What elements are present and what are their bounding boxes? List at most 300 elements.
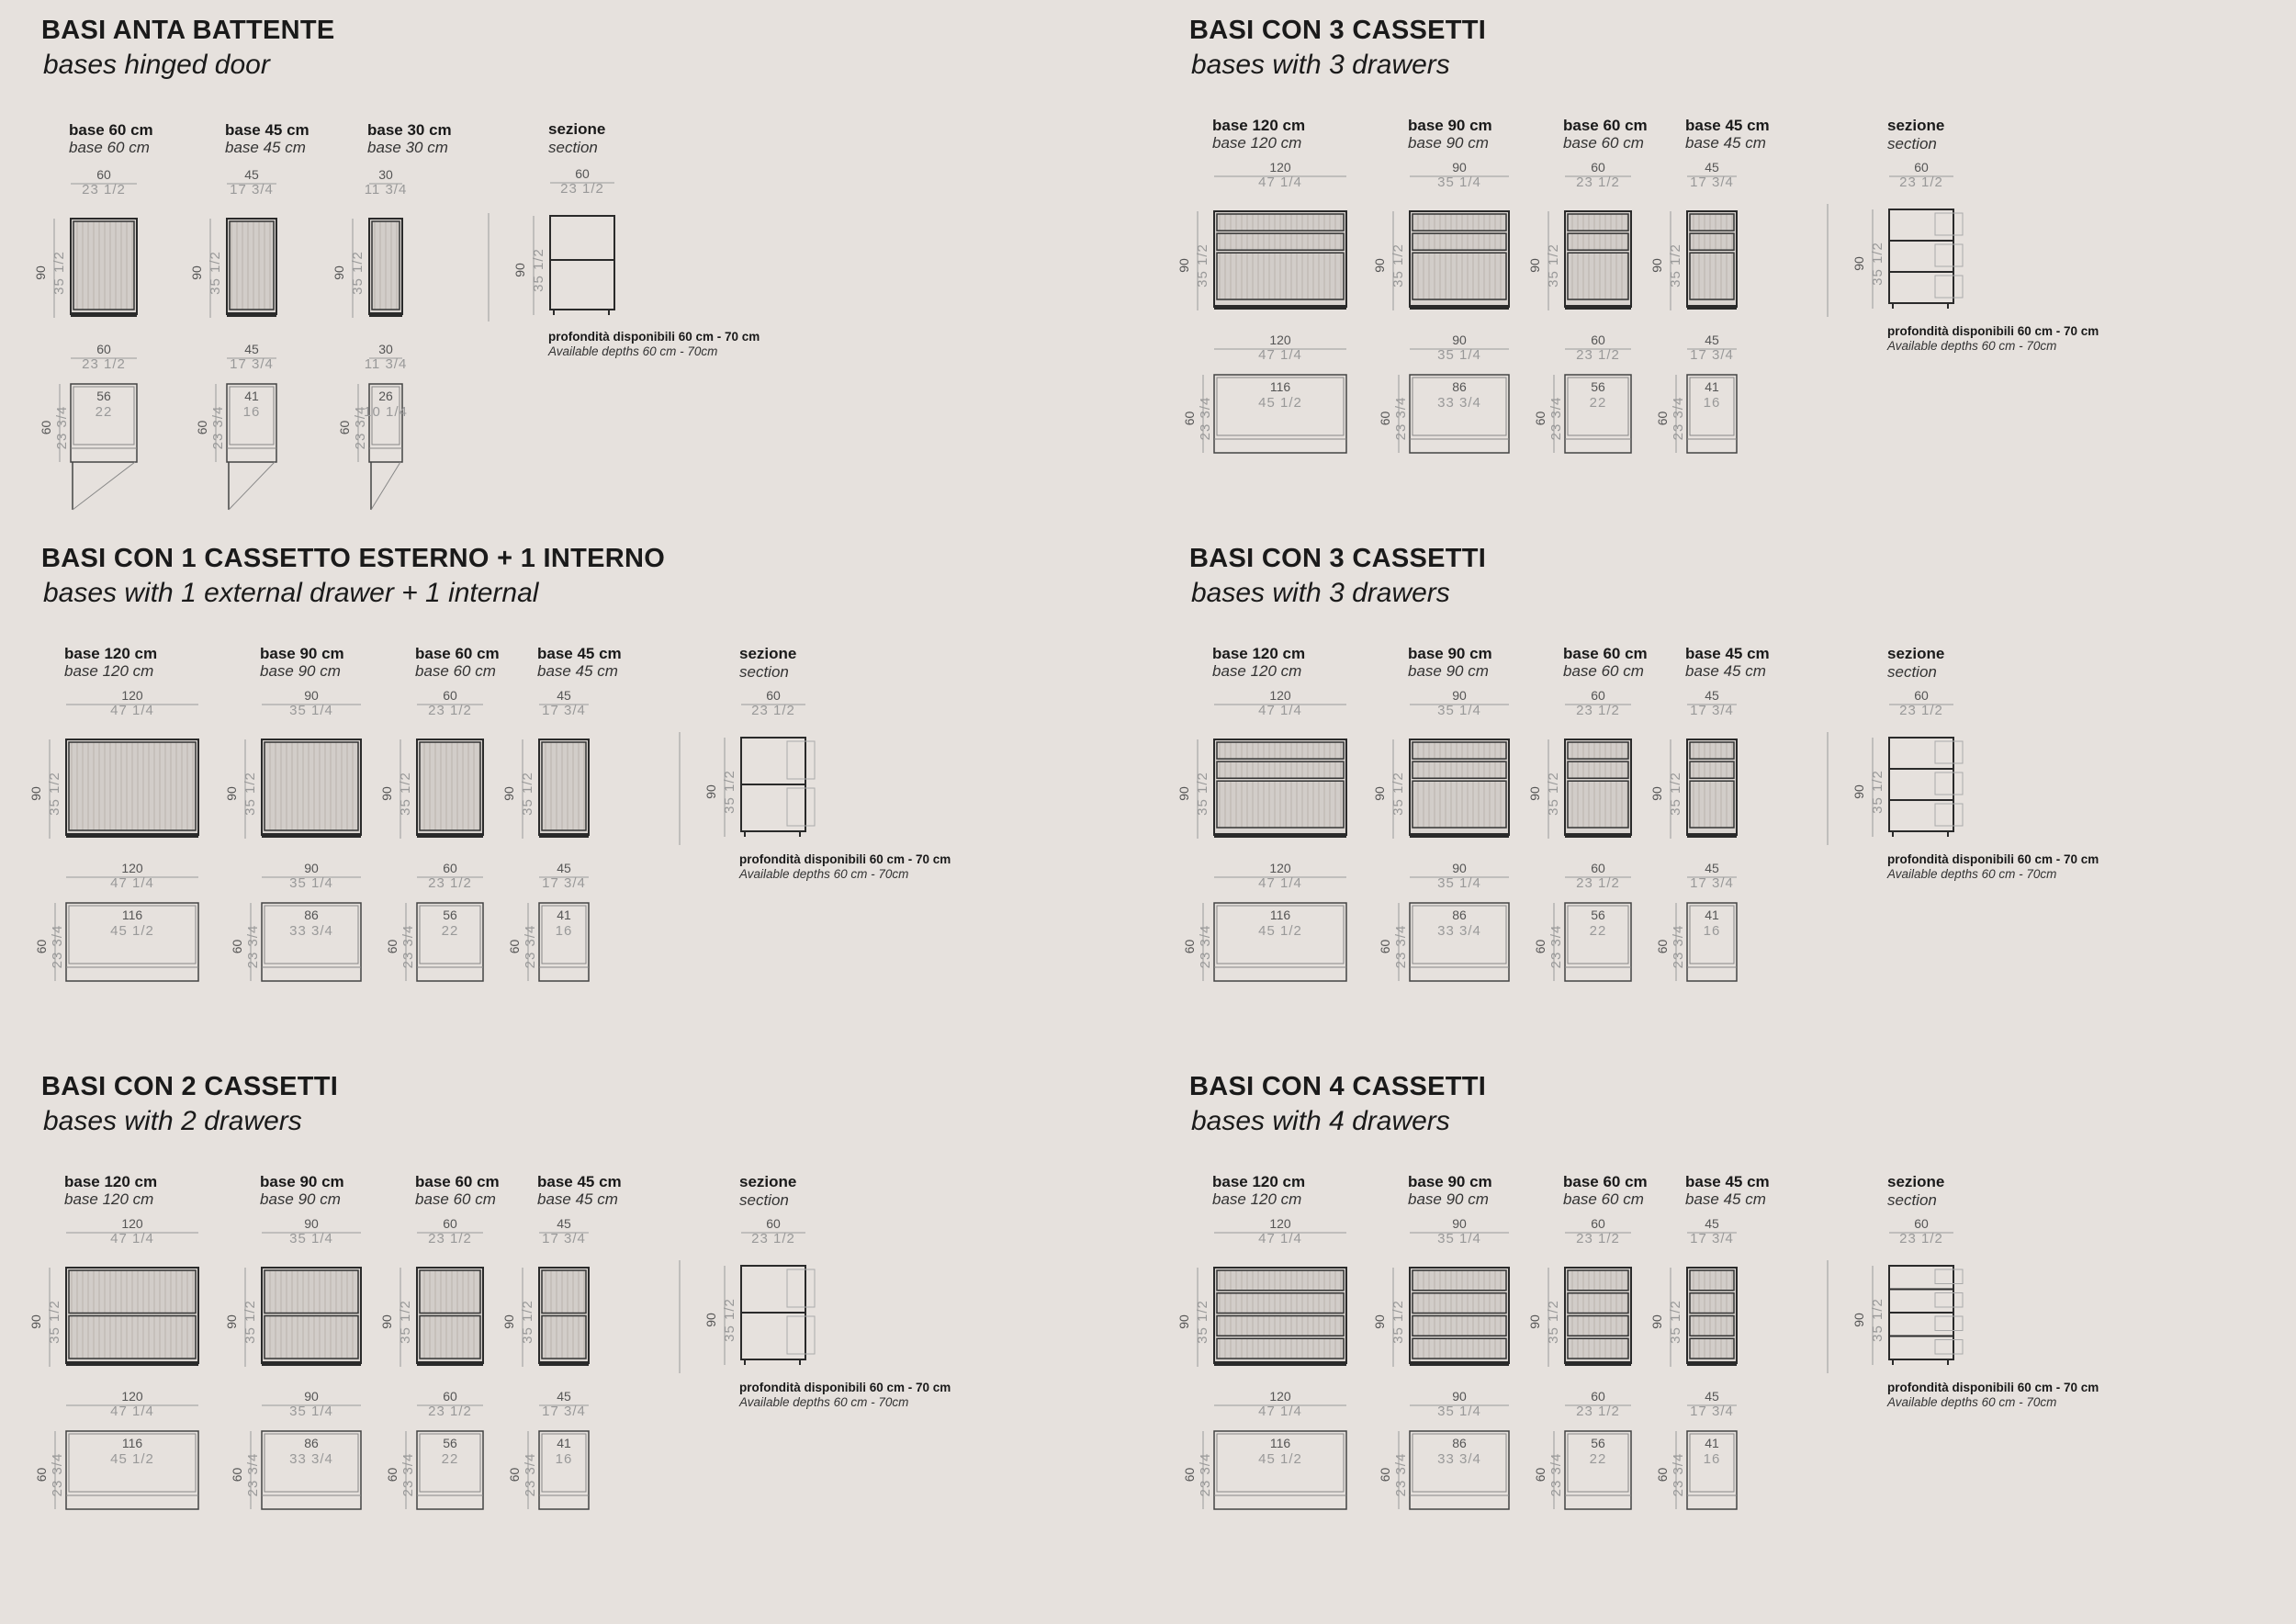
plan-width-cm: 120 <box>1269 1389 1291 1404</box>
depth-cm: 60 <box>1655 1467 1670 1483</box>
inner-in: 16 <box>1703 923 1721 939</box>
height-in: 35 1/2 <box>1546 1300 1561 1344</box>
unit-label-en: base 60 cm <box>1563 662 1644 680</box>
section-drawer-box <box>787 741 815 779</box>
plan-width-cm: 60 <box>443 1389 457 1404</box>
section-drawer-box <box>1935 1269 1963 1284</box>
door-swing-arc <box>371 462 400 510</box>
unit-base-60-cm <box>379 645 500 981</box>
depth-note: profondità disponibili 60 cm - 70 cm <box>548 330 760 344</box>
width-cm: 120 <box>121 1216 143 1231</box>
height-in: 35 1/2 <box>47 1300 62 1344</box>
depth-note: profondità disponibili 60 cm - 70 cm <box>1887 1381 2099 1394</box>
section-title: BASI CON 3 CASSETTI <box>1189 16 1487 45</box>
drawer-front <box>1412 1338 1506 1359</box>
drawer-front <box>1690 233 1734 250</box>
section-subtitle: bases with 3 drawers <box>1191 50 1450 80</box>
height-cm: 90 <box>33 265 48 280</box>
inner-in: 33 3/4 <box>289 923 333 939</box>
height-in: 35 1/2 <box>47 772 62 816</box>
width-in: 35 1/4 <box>289 703 333 718</box>
depth-in: 23 3/4 <box>245 924 261 969</box>
depth-note: profondità disponibili 60 cm - 70 cm <box>1887 852 2099 866</box>
depth-in: 23 3/4 <box>1671 396 1686 441</box>
depth-note: profondità disponibili 60 cm - 70 cm <box>739 1381 951 1394</box>
width-cm: 60 <box>1591 1216 1605 1231</box>
plan-width-cm: 120 <box>121 1389 143 1404</box>
section-outline <box>1889 209 1953 303</box>
plan-width-cm: 60 <box>443 861 457 875</box>
height-cm: 90 <box>1527 258 1542 273</box>
unit-label-en: base 60 cm <box>1563 1190 1644 1208</box>
plan-width-in: 35 1/4 <box>289 1404 333 1419</box>
depth-cm: 60 <box>1655 411 1670 426</box>
depth-in: 23 3/4 <box>523 924 538 969</box>
inner-cm: 56 <box>96 389 111 403</box>
depth-cm: 60 <box>230 1467 244 1483</box>
cabinet-plinth <box>369 312 402 317</box>
width-in: 23 1/2 <box>428 703 472 718</box>
section-drawer-box <box>787 1316 815 1354</box>
unit-base-90-cm <box>224 645 361 981</box>
unit-label: base 90 cm <box>260 645 344 662</box>
drawer-front <box>1568 1270 1628 1291</box>
plan-width-in: 23 1/2 <box>1576 347 1620 363</box>
depth-cm: 60 <box>385 939 400 954</box>
unit-label: base 90 cm <box>260 1173 344 1190</box>
drawer-front <box>420 1270 480 1314</box>
unit-label-en: base 120 cm <box>64 662 154 680</box>
inner-cm: 56 <box>1591 1436 1605 1450</box>
section-drawer-box <box>787 788 815 826</box>
drawer-front <box>1690 214 1734 231</box>
inner-in: 22 <box>441 1451 459 1467</box>
inner-in: 33 3/4 <box>1437 395 1481 411</box>
inner-in: 45 1/2 <box>1258 395 1302 411</box>
depth-cm: 60 <box>337 420 352 435</box>
depth-cm: 60 <box>1182 939 1197 954</box>
drawer-front <box>1217 1338 1344 1359</box>
depth-in: 23 3/4 <box>1671 1452 1686 1497</box>
inner-in: 45 1/2 <box>110 1451 154 1467</box>
cabinet-plinth <box>1565 305 1631 310</box>
unit-label: base 90 cm <box>1408 645 1492 662</box>
inner-cm: 56 <box>1591 379 1605 394</box>
depth-cm: 60 <box>1378 411 1392 426</box>
unit-label-en: base 120 cm <box>64 1190 154 1208</box>
drawer-front <box>1412 253 1506 299</box>
width-cm: 120 <box>1269 688 1291 703</box>
section-drawer-box <box>1935 1293 1963 1308</box>
inner-cm: 26 <box>378 389 393 403</box>
width-in: 35 1/4 <box>1437 703 1481 718</box>
cabinet-plinth <box>227 312 276 317</box>
unit-base-60-cm <box>1527 117 1648 453</box>
inner-cm: 116 <box>121 1436 143 1450</box>
inner-cm: 86 <box>304 1436 319 1450</box>
section-label: sezione <box>1887 645 1945 662</box>
inner-in: 16 <box>555 1451 573 1467</box>
unit-label: base 120 cm <box>1212 1173 1306 1190</box>
depth-cm: 60 <box>1655 939 1670 954</box>
section-subtitle: bases hinged door <box>43 50 270 80</box>
drawer-front <box>1568 233 1628 250</box>
unit-label: base 90 cm <box>1408 1173 1492 1190</box>
section-width-cm: 60 <box>1914 688 1929 703</box>
drawer-front <box>1568 1293 1628 1314</box>
unit-label-en: base 45 cm <box>1685 134 1766 152</box>
cabinet-plinth <box>1214 1361 1346 1366</box>
drawer-front <box>1568 214 1628 231</box>
plan-width-cm: 45 <box>557 861 571 875</box>
drawer-front <box>1412 1293 1506 1314</box>
plan-width-cm: 120 <box>1269 861 1291 875</box>
unit-base-120-cm <box>1176 645 1346 981</box>
height-in: 35 1/2 <box>1195 1300 1210 1344</box>
width-in: 17 3/4 <box>542 703 586 718</box>
section-drawer-box <box>1935 244 1963 266</box>
depth-cm: 60 <box>34 939 49 954</box>
drawer-front <box>1690 1338 1734 1359</box>
cabinet-plinth <box>1214 305 1346 310</box>
depth-in: 23 3/4 <box>1198 924 1213 969</box>
height-in: 35 1/2 <box>1390 1300 1406 1344</box>
inner-cm: 86 <box>1452 1436 1467 1450</box>
drawer-front <box>1217 1270 1344 1291</box>
plan-width-in: 47 1/4 <box>1258 1404 1302 1419</box>
plan-width-in: 35 1/4 <box>1437 347 1481 363</box>
section-width-cm: 60 <box>766 1216 781 1231</box>
height-in: 35 1/2 <box>1546 243 1561 288</box>
cabinet-plinth <box>1410 305 1509 310</box>
section-label: sezione <box>1887 1173 1945 1190</box>
door-front <box>372 221 400 310</box>
section-block <box>28 544 951 981</box>
section-view <box>1828 117 2099 353</box>
height-cm: 90 <box>1176 1314 1191 1329</box>
drawer-front <box>1412 781 1506 828</box>
height-in: 35 1/2 <box>350 251 366 295</box>
door-swing-arc <box>229 462 275 510</box>
inner-in: 22 <box>95 404 113 420</box>
unit-label-en: base 90 cm <box>1408 662 1489 680</box>
drawer-front <box>1568 1338 1628 1359</box>
plan-width-cm: 45 <box>1705 333 1719 347</box>
drawer-front <box>264 1316 358 1359</box>
cabinet-plinth <box>1687 833 1737 838</box>
cabinet-plinth <box>262 833 361 838</box>
inner-cm: 116 <box>121 908 143 922</box>
unit-label: base 60 cm <box>1563 645 1648 662</box>
depth-in: 23 3/4 <box>353 405 368 450</box>
height-cm: 90 <box>379 1314 394 1329</box>
drawer-front <box>1412 233 1506 250</box>
width-in: 23 1/2 <box>82 182 126 197</box>
height-cm: 90 <box>1176 786 1191 801</box>
plan-width-cm: 90 <box>1452 333 1467 347</box>
unit-base-60-cm <box>379 1173 500 1509</box>
depth-note-en: Available depths 60 cm - 70cm <box>739 867 909 881</box>
drawer-front <box>1217 781 1344 828</box>
unit-label: base 60 cm <box>1563 1173 1648 1190</box>
section-label: sezione <box>739 1173 797 1190</box>
section-view <box>680 1173 951 1409</box>
unit-base-60-cm <box>1527 1173 1648 1509</box>
plan-width-in: 17 3/4 <box>542 1404 586 1419</box>
depth-cm: 60 <box>1378 939 1392 954</box>
unit-base-120-cm <box>1176 1173 1346 1509</box>
height-cm: 90 <box>1649 786 1664 801</box>
depth-cm: 60 <box>230 939 244 954</box>
height-in: 35 1/2 <box>1195 243 1210 288</box>
section-view <box>680 645 951 881</box>
plan-width-cm: 60 <box>1591 861 1605 875</box>
depth-cm: 60 <box>1378 1467 1392 1483</box>
section-height-in: 35 1/2 <box>1870 242 1885 286</box>
plan-width-cm: 120 <box>121 861 143 875</box>
height-cm: 90 <box>501 786 516 801</box>
depth-cm: 60 <box>507 939 522 954</box>
plan-width-in: 35 1/4 <box>289 875 333 891</box>
plan-width-cm: 90 <box>1452 1389 1467 1404</box>
depth-note-en: Available depths 60 cm - 70cm <box>1887 1395 2057 1409</box>
width-in: 17 3/4 <box>1690 703 1734 718</box>
drawer-front <box>1412 761 1506 778</box>
width-cm: 45 <box>1705 160 1719 175</box>
drawer-front <box>1412 1270 1506 1291</box>
width-in: 47 1/4 <box>1258 1231 1302 1246</box>
plan-width-in: 11 3/4 <box>364 356 408 372</box>
plan-width-cm: 60 <box>1591 1389 1605 1404</box>
drawer-front <box>1217 742 1344 759</box>
height-in: 35 1/2 <box>208 251 223 295</box>
section-title: BASI ANTA BATTENTE <box>41 16 335 45</box>
drawer-front <box>542 1316 586 1359</box>
depth-cm: 60 <box>1533 939 1548 954</box>
unit-label-en: base 90 cm <box>260 1190 341 1208</box>
section-label-en: section <box>739 1191 789 1209</box>
inner-in: 33 3/4 <box>1437 923 1481 939</box>
section-drawer-box <box>1935 1340 1963 1355</box>
drawer-front <box>1690 1293 1734 1314</box>
door-front <box>73 221 134 310</box>
height-in: 35 1/2 <box>398 1300 413 1344</box>
unit-label: base 60 cm <box>1563 117 1648 134</box>
plan-width-in: 47 1/4 <box>1258 347 1302 363</box>
unit-label-en: base 90 cm <box>260 662 341 680</box>
drawer-front <box>69 742 196 830</box>
cabinet-plinth <box>1565 833 1631 838</box>
height-cm: 90 <box>224 1314 239 1329</box>
inner-in: 33 3/4 <box>1437 1451 1481 1467</box>
depth-in: 23 3/4 <box>523 1452 538 1497</box>
unit-label-en: base 45 cm <box>537 1190 618 1208</box>
height-cm: 90 <box>379 786 394 801</box>
cabinet-plinth <box>417 833 483 838</box>
plan-width-in: 23 1/2 <box>82 356 126 372</box>
unit-label: base 60 cm <box>69 121 153 139</box>
inner-in: 45 1/2 <box>110 923 154 939</box>
inner-cm: 86 <box>304 908 319 922</box>
section-view <box>1828 645 2099 881</box>
section-subtitle: bases with 3 drawers <box>1191 578 1450 608</box>
unit-base-60-cm <box>33 121 153 510</box>
cabinet-plinth <box>262 1361 361 1366</box>
depth-in: 23 3/4 <box>50 924 65 969</box>
plan-width-cm: 45 <box>1705 861 1719 875</box>
door-front <box>230 221 274 310</box>
drawer-front <box>1217 761 1344 778</box>
plan-width-in: 17 3/4 <box>1690 1404 1734 1419</box>
unit-label: base 45 cm <box>1685 117 1770 134</box>
drawer-front <box>1568 781 1628 828</box>
depth-cm: 60 <box>1182 411 1197 426</box>
height-in: 35 1/2 <box>242 772 258 816</box>
section-subtitle: bases with 1 external drawer + 1 internal <box>43 578 539 608</box>
section-width-cm: 60 <box>1914 160 1929 175</box>
width-in: 35 1/4 <box>1437 175 1481 190</box>
inner-cm: 86 <box>1452 379 1467 394</box>
depth-in: 23 3/4 <box>1393 396 1409 441</box>
depth-note-en: Available depths 60 cm - 70cm <box>548 344 718 358</box>
inner-cm: 56 <box>443 1436 457 1450</box>
inner-in: 22 <box>441 923 459 939</box>
drawer-front <box>1412 1316 1506 1336</box>
drawer-front <box>542 1270 586 1314</box>
inner-in: 16 <box>1703 1451 1721 1467</box>
width-cm: 60 <box>1591 688 1605 703</box>
depth-cm: 60 <box>385 1467 400 1483</box>
unit-label-en: base 60 cm <box>415 662 496 680</box>
cabinet-plinth <box>539 833 589 838</box>
width-in: 17 3/4 <box>542 1231 586 1246</box>
width-cm: 90 <box>304 1216 319 1231</box>
section-height-cm: 90 <box>512 263 527 277</box>
unit-label: base 60 cm <box>415 1173 500 1190</box>
section-width-in: 23 1/2 <box>560 181 604 197</box>
width-in: 47 1/4 <box>1258 703 1302 718</box>
section-drawer-box <box>1935 741 1963 763</box>
inner-in: 33 3/4 <box>289 1451 333 1467</box>
plan-width-in: 23 1/2 <box>428 875 472 891</box>
inner-in: 16 <box>555 923 573 939</box>
plan-width-cm: 45 <box>1705 1389 1719 1404</box>
section-drawer-box <box>1935 804 1963 826</box>
drawer-front <box>1568 1316 1628 1336</box>
drawer-front <box>1690 742 1734 759</box>
unit-base-120-cm <box>1176 117 1346 453</box>
section-height-cm: 90 <box>703 784 718 799</box>
section-label: sezione <box>739 645 797 662</box>
depth-in: 23 3/4 <box>54 405 70 450</box>
width-in: 23 1/2 <box>428 1231 472 1246</box>
unit-label-en: base 90 cm <box>1408 1190 1489 1208</box>
depth-note-en: Available depths 60 cm - 70cm <box>1887 339 2057 353</box>
inner-cm: 116 <box>1269 1436 1291 1450</box>
width-cm: 60 <box>443 688 457 703</box>
unit-base-90-cm <box>224 1173 361 1509</box>
plan-width-cm: 45 <box>244 342 259 356</box>
plan-width-in: 23 1/2 <box>428 1404 472 1419</box>
drawer-front <box>1217 253 1344 299</box>
inner-cm: 116 <box>1269 379 1291 394</box>
height-in: 35 1/2 <box>242 1300 258 1344</box>
plan-width-cm: 45 <box>557 1389 571 1404</box>
section-label: sezione <box>1887 117 1945 134</box>
depth-in: 23 3/4 <box>1393 924 1409 969</box>
width-cm: 45 <box>244 167 259 182</box>
height-cm: 90 <box>189 265 204 280</box>
drawer-front <box>1412 742 1506 759</box>
inner-in: 22 <box>1589 395 1607 411</box>
drawer-front <box>1690 781 1734 828</box>
width-cm: 45 <box>557 1216 571 1231</box>
unit-base-120-cm <box>28 1173 198 1509</box>
unit-label: base 60 cm <box>415 645 500 662</box>
width-cm: 120 <box>1269 160 1291 175</box>
section-label-en: section <box>1887 1191 1937 1209</box>
plan-width-in: 47 1/4 <box>110 1404 154 1419</box>
depth-note-en: Available depths 60 cm - 70cm <box>1887 867 2057 881</box>
width-in: 47 1/4 <box>110 703 154 718</box>
depth-cm: 60 <box>1533 411 1548 426</box>
drawer-front <box>542 742 586 830</box>
unit-base-30-cm <box>332 121 452 510</box>
height-in: 35 1/2 <box>398 772 413 816</box>
drawer-front <box>1217 214 1344 231</box>
inner-in: 45 1/2 <box>1258 1451 1302 1467</box>
unit-base-45-cm <box>1649 117 1770 453</box>
unit-base-45-cm <box>189 121 310 510</box>
section-height-cm: 90 <box>1851 256 1866 271</box>
unit-label-en: base 45 cm <box>1685 662 1766 680</box>
inner-cm: 41 <box>1705 1436 1719 1450</box>
inner-cm: 41 <box>1705 908 1719 922</box>
drawer-front <box>1690 1270 1734 1291</box>
section-width-cm: 60 <box>1914 1216 1929 1231</box>
plan-width-in: 17 3/4 <box>1690 347 1734 363</box>
section-outline <box>1889 738 1953 831</box>
plan-width-cm: 60 <box>1591 333 1605 347</box>
unit-base-45-cm <box>1649 1173 1770 1509</box>
unit-label-en: base 45 cm <box>225 139 306 156</box>
section-drawer-box <box>787 1269 815 1307</box>
unit-label: base 120 cm <box>64 1173 158 1190</box>
section-label-en: section <box>548 139 598 156</box>
drawer-front <box>69 1316 196 1359</box>
width-in: 47 1/4 <box>110 1231 154 1246</box>
width-in: 35 1/4 <box>1437 1231 1481 1246</box>
section-height-in: 35 1/2 <box>722 770 737 814</box>
drawer-front <box>1690 253 1734 299</box>
section-block <box>1176 16 2099 453</box>
height-cm: 90 <box>1372 258 1387 273</box>
unit-label-en: base 30 cm <box>367 139 448 156</box>
depth-cm: 60 <box>1533 1467 1548 1483</box>
plan-width-cm: 30 <box>378 342 393 356</box>
cabinet-plinth <box>1565 1361 1631 1366</box>
section-drawer-box <box>1935 276 1963 298</box>
plan-width-in: 17 3/4 <box>230 356 274 372</box>
plan-width-in: 35 1/4 <box>1437 1404 1481 1419</box>
drawer-front <box>1568 761 1628 778</box>
inner-in: 16 <box>1703 395 1721 411</box>
width-in: 47 1/4 <box>1258 175 1302 190</box>
width-cm: 120 <box>121 688 143 703</box>
inner-cm: 41 <box>557 1436 571 1450</box>
inner-cm: 86 <box>1452 908 1467 922</box>
depth-in: 23 3/4 <box>400 1452 416 1497</box>
